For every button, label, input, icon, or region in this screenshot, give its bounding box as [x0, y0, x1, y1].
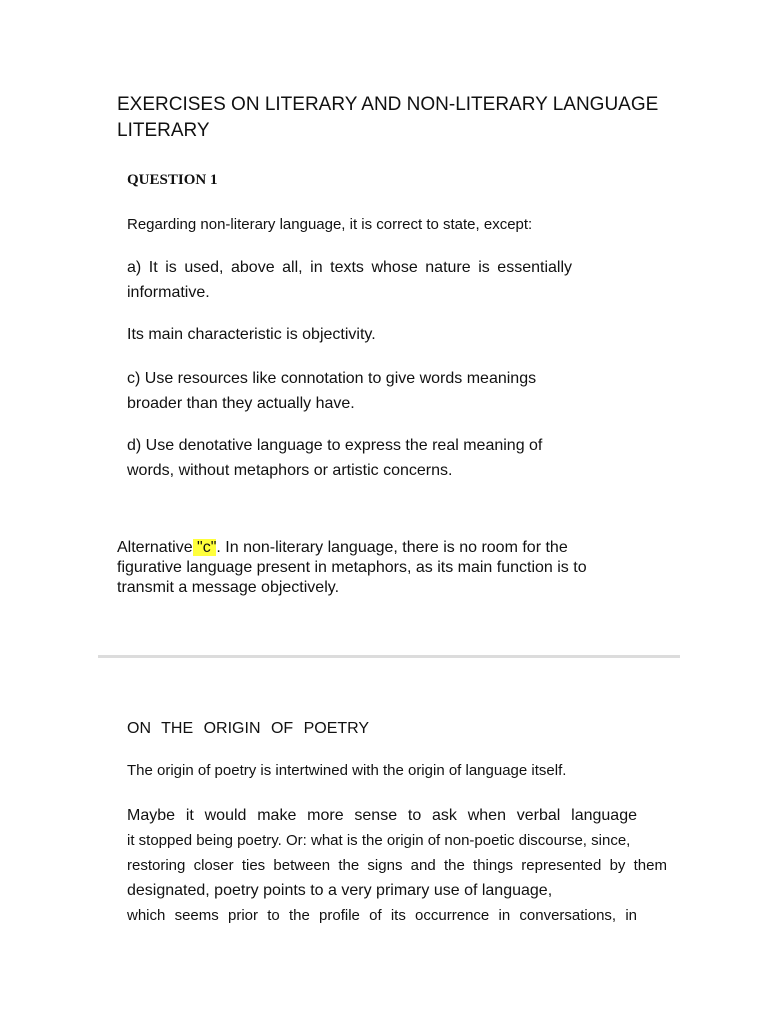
answer-prefix: Alternative — [117, 539, 193, 556]
poetry-line-3: restoring closer ties between the signs and the things represented by them — [127, 857, 667, 874]
question-heading: QUESTION 1 — [127, 172, 218, 188]
poetry-line-1: Maybe it would make more sense to ask when verbal language — [127, 807, 637, 824]
title-line-1: EXERCISES ON LITERARY AND NON-LITERARY LANGUAGE — [117, 94, 659, 115]
poetry-line-2: it stopped being poetry. Or: what is the origin of non-poetic discourse, since, — [127, 832, 631, 849]
question-prompt: Regarding non-literary language, it is correct to state, except: — [127, 216, 533, 233]
answer-highlight: "c" — [192, 539, 217, 556]
answer-explanation — [117, 538, 597, 598]
option-c: c) Use resources like connotation to give words meanings broader than they actually have. — [127, 370, 537, 412]
poetry-paragraph — [127, 803, 667, 928]
option-a: a) It is used, above all, in texts whose nature is essentially informative. — [127, 259, 572, 301]
answer-rest: . In non-literary language, there is no room for the figurative language present in metaphors, as its main function is to transmit a message objectively. — [117, 539, 587, 596]
section-title: ON THE ORIGIN OF POETRY — [127, 720, 370, 737]
document-title — [117, 92, 717, 144]
section-divider — [98, 655, 680, 658]
option-b: Its main characteristic is objectivity. — [127, 326, 376, 343]
title-line-2: LITERARY — [117, 120, 210, 141]
poetry-line-4: designated, poetry points to a very primary use of language, — [127, 882, 553, 899]
poetry-line-5: which seems prior to the profile of its occurrence in conversations, in — [127, 907, 637, 924]
origin-sentence: The origin of poetry is intertwined with the origin of language itself. — [127, 762, 567, 779]
option-d: d) Use denotative language to express the real meaning of words, without metaphors or artistic concerns. — [127, 437, 543, 479]
